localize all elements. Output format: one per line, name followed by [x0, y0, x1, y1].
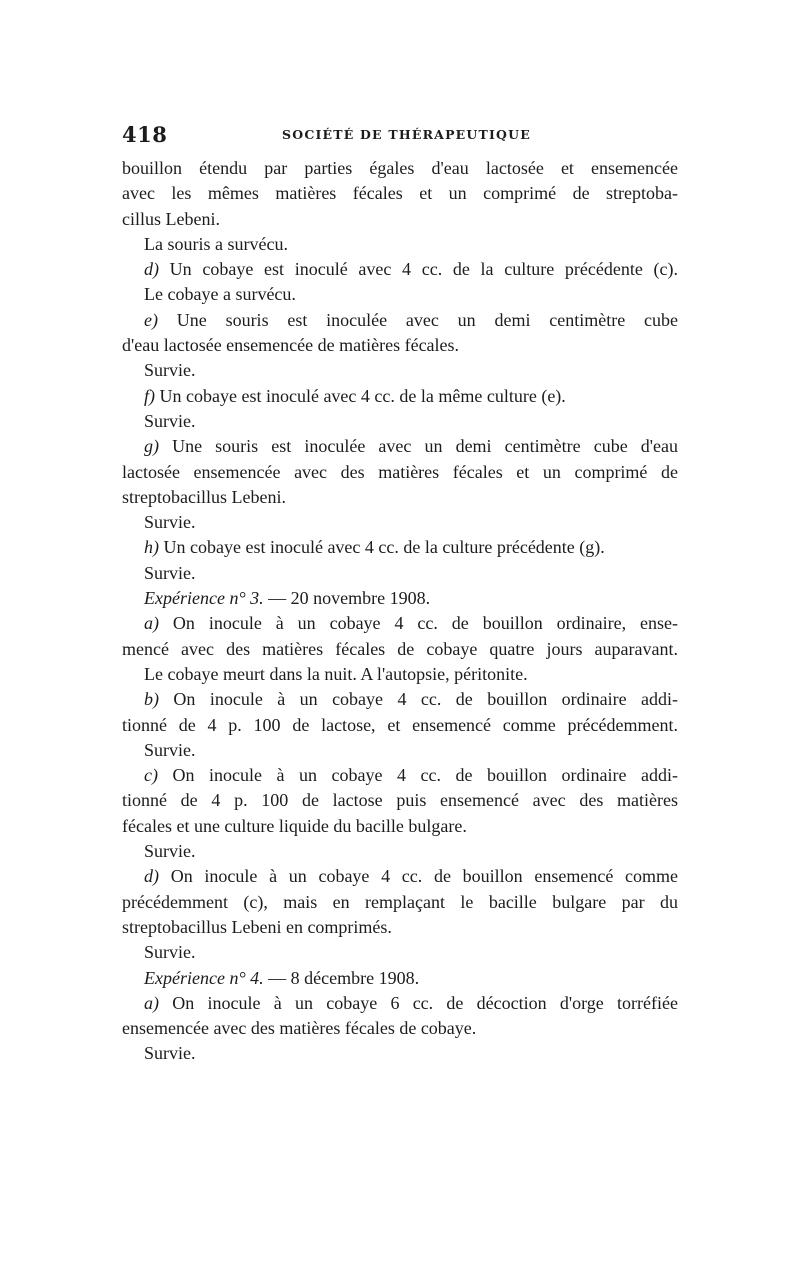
line-text: Le cobaye a survécu.	[144, 284, 296, 305]
item-label: a)	[144, 613, 159, 634]
text-line	[122, 510, 678, 535]
text-line	[122, 1041, 678, 1066]
text-line	[122, 814, 678, 839]
line-text: On inocule à un cobaye 4 cc. de bouillon ensemencé comme	[159, 866, 678, 887]
text-line	[122, 384, 678, 409]
text-line	[122, 738, 678, 763]
text-line	[122, 713, 678, 738]
text-line	[122, 662, 678, 687]
line-text: Survie.	[144, 739, 196, 760]
text-line	[122, 485, 678, 510]
text-line	[122, 308, 678, 333]
text-line	[122, 232, 678, 257]
running-head: SOCIÉTÉ DE THÉRAPEUTIQUE	[282, 127, 531, 142]
text-line	[122, 535, 678, 560]
line-text: Survie.	[144, 410, 196, 431]
body-text	[122, 156, 678, 1067]
line-text: lactosée ensemencée avec des matières fécales et un comprimé de	[122, 461, 678, 482]
line-text: La souris a survécu.	[144, 233, 288, 254]
text-line	[122, 1016, 678, 1041]
text-line	[122, 687, 678, 712]
text-line	[122, 864, 678, 889]
text-line	[122, 586, 678, 611]
text-line	[122, 333, 678, 358]
line-text: Survie.	[144, 841, 196, 862]
line-text: Un cobaye est inoculé avec 4 cc. de la culture précédente (g).	[159, 537, 605, 558]
text-line	[122, 156, 678, 181]
line-text: — 8 décembre 1908.	[263, 967, 420, 988]
line-text: streptobacillus Lebeni en comprimés.	[122, 916, 392, 937]
line-text: ensemencée avec des matières fécales de cobaye.	[122, 1018, 477, 1039]
text-line	[122, 460, 678, 485]
line-text: Survie.	[144, 1043, 196, 1064]
text-line	[122, 611, 678, 636]
item-label: d)	[144, 866, 159, 887]
text-line	[122, 915, 678, 940]
page-header	[122, 122, 680, 154]
text-line	[122, 788, 678, 813]
line-text: On inocule à un cobaye 4 cc. de bouillon ordinaire addi-	[159, 689, 678, 710]
item-label: h)	[144, 537, 159, 558]
text-line	[122, 409, 678, 434]
item-label: d)	[144, 259, 159, 280]
line-text: Survie.	[144, 360, 196, 381]
item-label: g)	[144, 436, 159, 457]
item-label: e)	[144, 309, 158, 330]
text-line	[122, 637, 678, 662]
text-line	[122, 890, 678, 915]
text-line	[122, 282, 678, 307]
line-text: On inocule à un cobaye 4 cc. de bouillon ordinaire addi-	[157, 765, 678, 786]
line-text: d'eau lactosée ensemencée de matières fécales.	[122, 335, 460, 356]
line-text: précédemment (c), mais en remplaçant le bacille bulgare par du	[122, 891, 678, 912]
line-text: Une souris est inoculée avec un demi centimètre cube d'eau	[159, 436, 678, 457]
line-text: Le cobaye meurt dans la nuit. A l'autopsie, péritonite.	[144, 663, 528, 684]
item-label: a)	[144, 992, 159, 1013]
line-text: streptobacillus Lebeni.	[122, 486, 286, 507]
page-number: 418	[122, 122, 168, 147]
line-text: On inocule à un cobaye 6 cc. de décoction d'orge torréfiée	[159, 992, 678, 1013]
line-text: Un cobaye est inoculé avec 4 cc. de la culture précédente (c).	[159, 259, 678, 280]
line-text: Survie.	[144, 942, 196, 963]
line-text: avec les mêmes matières fécales et un comprimé de streptoba-	[122, 183, 678, 204]
line-text: Survie.	[144, 562, 196, 583]
text-line	[122, 561, 678, 586]
line-text: Une souris est inoculée avec un demi centimètre cube	[157, 309, 678, 330]
text-line	[122, 966, 678, 991]
text-line	[122, 839, 678, 864]
line-text: tionné de 4 p. 100 de lactose puis ensemencé avec des matières	[122, 790, 678, 811]
text-line	[122, 207, 678, 232]
text-line	[122, 181, 678, 206]
text-line	[122, 940, 678, 965]
item-label: f)	[144, 385, 155, 406]
item-label: c)	[144, 765, 158, 786]
line-text: fécales et une culture liquide du bacille bulgare.	[122, 815, 467, 836]
line-text: tionné de 4 p. 100 de lactose, et ensemencé comme précédemment.	[122, 714, 678, 735]
text-line	[122, 763, 678, 788]
line-text: bouillon étendu par parties égales d'eau lactosée et ensemencée	[122, 158, 678, 178]
line-text: Survie.	[144, 512, 196, 533]
line-text: On inocule à un cobaye 4 cc. de bouillon ordinaire, ense-	[159, 613, 678, 634]
line-text: cillus Lebeni.	[122, 208, 220, 229]
line-text: mencé avec des matières fécales de cobaye quatre jours auparavant.	[122, 638, 678, 659]
text-line	[122, 257, 678, 282]
item-label: Expérience n° 3.	[144, 588, 264, 609]
item-label: b)	[144, 689, 159, 710]
text-line	[122, 991, 678, 1016]
line-text: — 20 novembre 1908.	[263, 588, 431, 609]
text-line	[122, 434, 678, 459]
item-label: Expérience n° 4.	[144, 967, 264, 988]
line-text: Un cobaye est inoculé avec 4 cc. de la même culture (e).	[155, 385, 566, 406]
text-line	[122, 358, 678, 383]
